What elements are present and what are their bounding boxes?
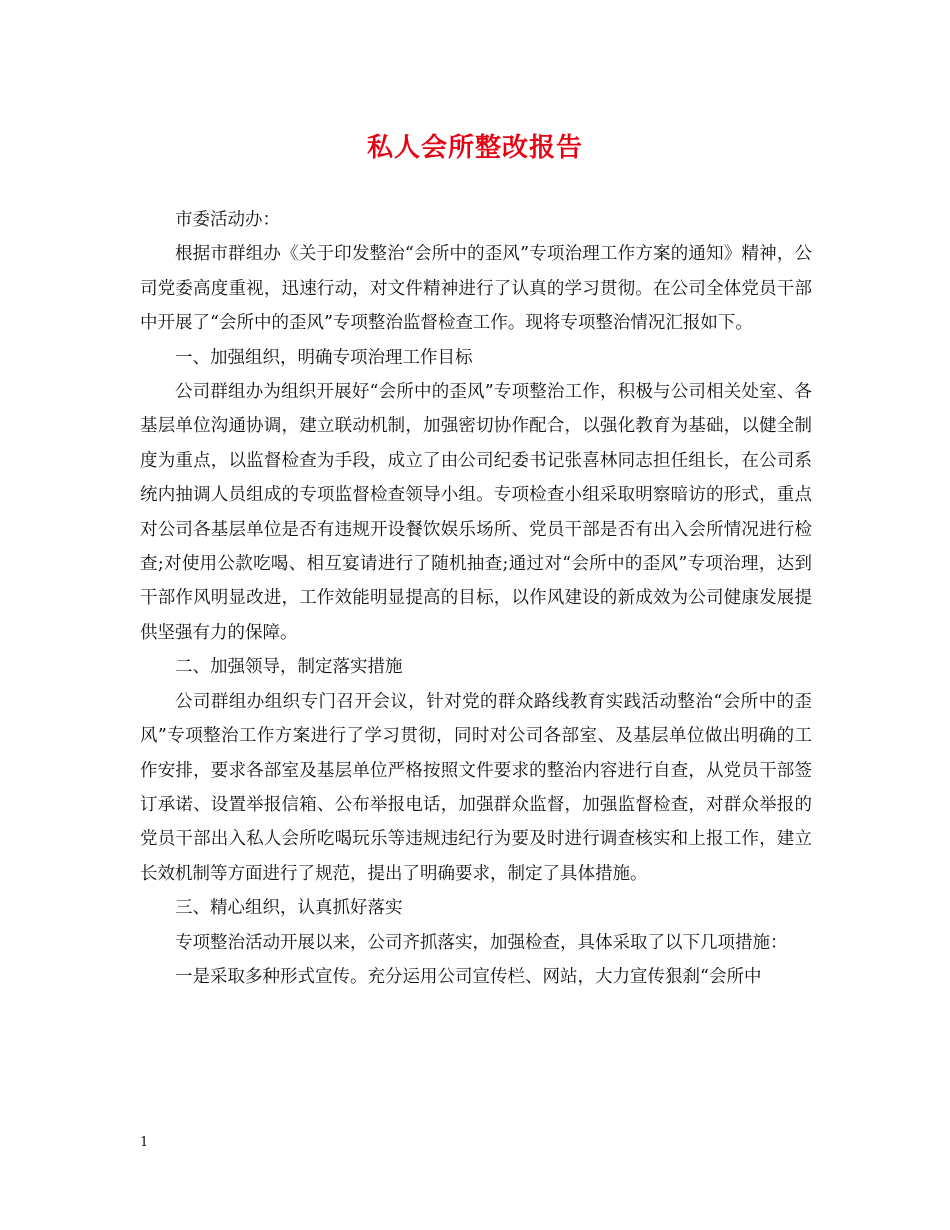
measure-1-paragraph: 一是采取多种形式宣传。充分运用公司宣传栏、网站，大力宣传狠刹“会所中 xyxy=(175,966,762,987)
page-number: 1 xyxy=(140,1135,149,1150)
section-heading-2: 二、加强领导，制定落实措施 xyxy=(175,657,403,678)
salutation-paragraph: 市委活动办： xyxy=(175,210,280,230)
section-heading-3: 三、精心组织，认真抓好落实 xyxy=(175,898,403,919)
intro-paragraph: 根据市群组办《关于印发整治“会所中的歪风”专项治理工作方案的通知》精神，公司党委高度重视，迅速行动，对文件精神进行了认真的学习贯彻。在公司全体党员干部中开展了“会所中的歪风”专项整治监督检查工作。现将专项整治情况汇报如下。 xyxy=(140,244,812,334)
section-1-paragraph: 公司群组办为组织开展好“会所中的歪风”专项整治工作，积极与公司相关处室、各基层单位沟通协调，建立联动机制，加强密切协作配合，以强化教育为基础，以健全制度为重点，以监督检查为手段，成立了由公司纪委书记张喜林同志担任组长，在公司系统内抽调人员组成的专项监督检查领导小组。专项检查小组采取明察暗访的形式，重点对公司各基层单位是否有违规开设餐饮娱乐场所、党员干部是否有出入会所情况进行检查;对使用公款吃喝、相互宴请进行了随机抽查;通过对“会所中的歪风”专项治理，达到干部作风明显改进，工作效能明显提高的目标，以作风建设的新成效为公司健康发展提供坚强有力的保障。 xyxy=(140,382,812,643)
section-3-paragraph: 专项整治活动开展以来，公司齐抓落实，加强检查，具体采取了以下几项措施： xyxy=(175,932,788,953)
section-2-paragraph: 公司群组办组织专门召开会议，针对党的群众路线教育实践活动整治“会所中的歪风”专项整治工作方案进行了学习贯彻，同时对公司各部室、及基层单位做出明确的工作安排，要求各部室及基层单位严格按照文件要求的整治内容进行自查，从党员干部签订承诺、设置举报信箱、公布举报电话，加强群众监督，加强监督检查，对群众举报的党员干部出入私人会所吃喝玩乐等违规违纪行为要及时进行调查核实和上报工作，建立长效机制等方面进行了规范，提出了明确要求，制定了具体措施。 xyxy=(140,691,812,884)
document-body xyxy=(140,203,812,994)
document-title: 私人会所整改报告 xyxy=(366,133,583,163)
section-heading-1: 一、加强组织，明确专项治理工作目标 xyxy=(175,347,473,368)
